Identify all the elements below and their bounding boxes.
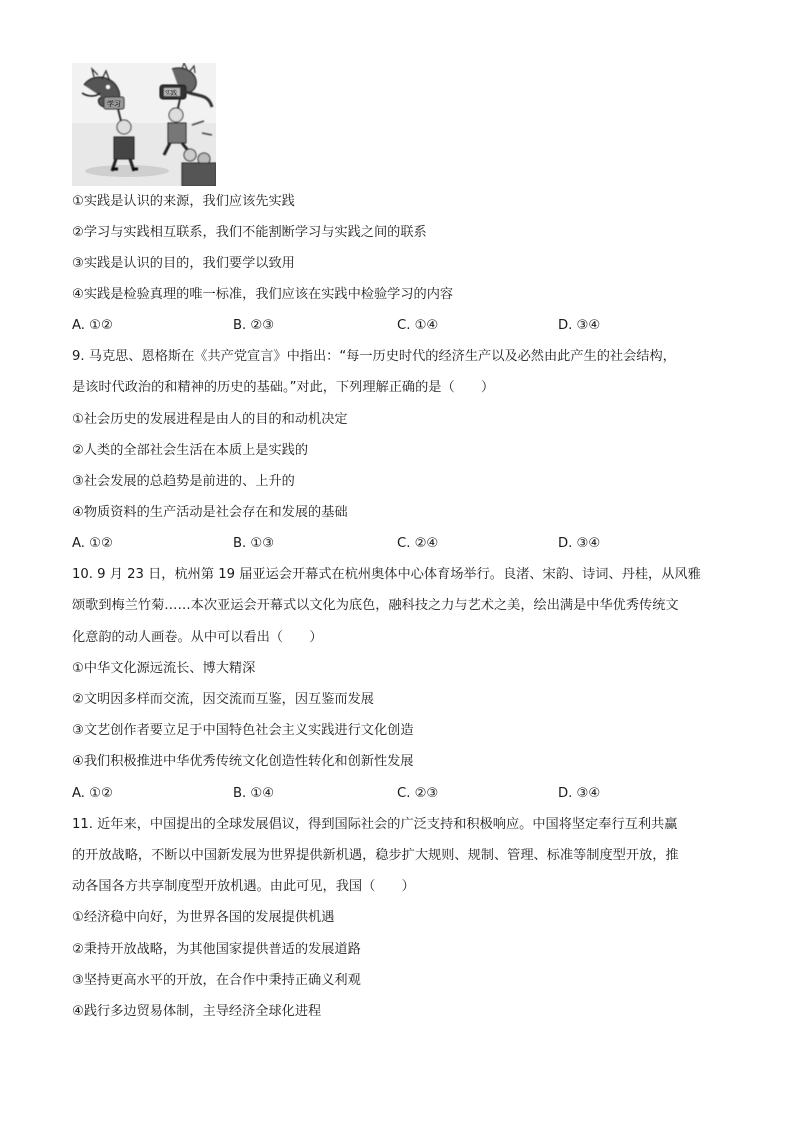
q9-choice-a[interactable]: A. ①② <box>72 536 113 551</box>
q9-choice-d[interactable]: D. ③④ <box>558 536 601 551</box>
cartoon-label-left: 学习 <box>107 100 121 108</box>
q9-option-2: ②人类的全部社会生活在本质上是实践的 <box>72 443 309 458</box>
q11-option-4: ④践行多边贸易体制，主导经济全球化进程 <box>72 1004 322 1019</box>
q10-option-2: ②文明因多样而交流，因交流而互鉴，因互鉴而发展 <box>72 692 374 707</box>
q10-option-3: ③文艺创作者要立足于中国特色社会主义实践进行文化创造 <box>72 723 414 738</box>
q8-choice-a[interactable]: A. ①② <box>72 318 113 333</box>
q10-choice-d[interactable]: D. ③④ <box>558 786 601 801</box>
q10-stem-line-1: 10. 9 月 23 日，杭州第 19 届亚运会开幕式在杭州奥体中心体育场举行。良渚、宋韵、诗词、丹桂，从风雅 <box>72 567 701 582</box>
q10-option-4: ④我们积极推进中华优秀传统文化创造性转化和创新性发展 <box>72 754 414 769</box>
q8-choices <box>72 316 722 336</box>
q11-stem-line-3: 动各国各方共享制度型开放机遇。由此可见，我国（ ） <box>72 879 415 894</box>
q10-choice-b[interactable]: B. ①④ <box>233 786 275 801</box>
q11-option-2: ②秉持开放战略，为其他国家提供普适的发展道路 <box>72 942 361 957</box>
q8-choice-b[interactable]: B. ②③ <box>233 318 275 333</box>
q10-choice-c[interactable]: C. ②③ <box>397 786 439 801</box>
q8-choice-c[interactable]: C. ①④ <box>397 318 439 333</box>
q8-option-4: ④实践是检验真理的唯一标准，我们应该在实践中检验学习的内容 <box>72 287 454 302</box>
q10-choice-a[interactable]: A. ①② <box>72 786 113 801</box>
q9-stem-line-2: 是该时代政治的和精神的历史的基础。”对此，下列理解正确的是（ ） <box>72 380 495 395</box>
q10-stem-line-3: 化意韵的动人画卷。从中可以看出（ ） <box>72 630 323 645</box>
cartoon-illustration <box>72 63 216 186</box>
q10-choices <box>72 784 722 804</box>
q9-option-1: ①社会历史的发展进程是由人的目的和动机决定 <box>72 412 348 427</box>
q9-choices <box>72 534 722 554</box>
q11-stem-line-1: 11. 近年来，中国提出的全球发展倡议，得到国际社会的广泛支持和积极响应。中国将坚定奉行互利共赢 <box>72 817 678 832</box>
q9-stem-line-1: 9. 马克思、恩格斯在《共产党宣言》中指出：“每一历史时代的经济生产以及必然由此产生的社会结构， <box>72 349 676 364</box>
q9-choice-c[interactable]: C. ②④ <box>397 536 439 551</box>
q8-choice-d[interactable]: D. ③④ <box>558 318 601 333</box>
q9-option-4: ④物质资料的生产活动是社会存在和发展的基础 <box>72 505 348 520</box>
q8-option-1: ①实践是认识的来源，我们应该先实践 <box>72 194 295 209</box>
q11-option-1: ①经济稳中向好，为世界各国的发展提供机遇 <box>72 910 335 925</box>
q10-stem-line-2: 颂歌到梅兰竹菊……本次亚运会开幕式以文化为底色，融科技之力与艺术之美，绘出满是中华优秀传统文 <box>72 598 679 613</box>
q11-option-3: ③坚持更高水平的开放，在合作中秉持正确义利观 <box>72 973 361 988</box>
q8-option-2: ②学习与实践相互联系，我们不能割断学习与实践之间的联系 <box>72 225 427 240</box>
q8-option-3: ③实践是认识的目的，我们要学以致用 <box>72 256 295 271</box>
q9-choice-b[interactable]: B. ①③ <box>233 536 275 551</box>
q10-option-1: ①中华文化源远流长、博大精深 <box>72 661 256 676</box>
q11-stem-line-2: 的开放战略，不断以中国新发展为世界提供新机遇，稳步扩大规则、规制、管理、标准等制度型开放，推 <box>72 848 679 863</box>
q9-option-3: ③社会发展的总趋势是前进的、上升的 <box>72 474 295 489</box>
cartoon-label-right: 实践 <box>165 90 178 97</box>
